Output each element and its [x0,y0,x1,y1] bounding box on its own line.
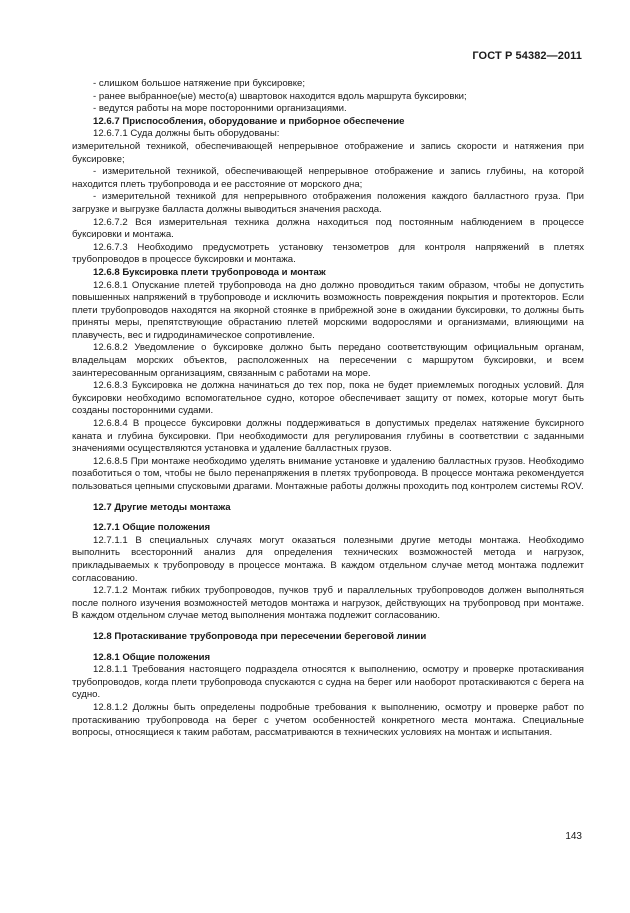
paragraph: 12.6.7.3 Необходимо предусмотреть установку тензометров для контроля напряжений в плетях трубопроводов в процессе буксировки и монтажа. [72,241,584,266]
page-number: 143 [565,831,582,842]
subsection-heading: 12.7.1 Общие положения [93,522,211,534]
paragraph: 12.6.7.2 Вся измерительная техника должна находиться под постоянным наблюдением в процессе буксировки и монтажа. [72,216,584,241]
list-item: - ведутся работы на море посторонними организациями. [93,103,347,115]
list-item: - ранее выбранное(ые) место(а) швартовок находится вдоль маршрута буксировки; [93,90,467,102]
paragraph: 12.6.8.3 Буксировка не должна начинаться до тех пор, пока не будет приемлемых погодных условий. Для буксировки необходимо вспомогательное судно, которое обеспечивает защиту от помех, которые могут быть созданы посторонними судами. [72,380,584,417]
list-item: - измерительной техникой, обеспечивающей непрерывное отображение и запись глубины, на которой находится плеть трубопровода и ее расстояние от морского дна; [72,166,584,190]
list-item: - слишком большое натяжение при буксировке; [93,78,306,89]
paragraph: измерительной техникой, обеспечивающей непрерывное отображение и запись скорости и натяжения при буксировке; [72,140,584,165]
paragraph: 12.6.8.4 В процессе буксировки должны поддерживаться в допустимых пределах натяжение буксирного каната и глубина буксировки. При необходимости для регулирования глубины в соответствии с заданными значениями осуществляются установка и удаление балластных грузов. [72,418,584,455]
paragraph: 12.7.1.2 Монтаж гибких трубопроводов, пучков труб и параллельных трубопроводов должен выполняться после полного изучения возможностей методов монтажа и нагрузок, действующих на трубопровод при монтаже. В каждом отдельном случае метод выполнения монтажа подлежит согласованию. [72,585,584,622]
document-code: ГОСТ Р 54382—2011 [472,50,582,62]
paragraph: 12.6.8.5 При монтаже необходимо уделять внимание установке и удалению балластных грузов. Необходимо позаботиться о том, чтобы не было перенапряжения в плетях трубопровода. В процессе монтажа рекомендуется пользоваться цепными спусковыми драгами. Монтажные работы должны проходить под контролем системы ROV. [72,455,584,492]
section-heading: 12.8 Протаскивание трубопровода при пересечении береговой линии [93,630,427,642]
paragraph: 12.8.1.1 Требования настоящего подраздела относятся к выполнению, осмотру и проверке протаскивания трубопроводов, когда плети трубопровода спускаются с судна на берег или наоборот протаскиваются с берега на судно. [72,664,584,701]
list-item: - измерительной техникой для непрерывного отображения положения каждого балластного груза. При загрузке и выгрузке балласта должны выводиться значения расхода. [72,191,584,215]
paragraph: 12.7.1.1 В специальных случаях могут оказаться полезными другие методы монтажа. Необходимо выполнить всесторонний анализ для определения технических возможностей метода и нагрузок, прикладываемых к трубопроводу в процессе монтажа. В каждом отдельном случае метод монтажа подлежит согласованию. [72,534,584,584]
section-heading: 12.6.7 Приспособления, оборудование и приборное обеспечение [93,115,405,127]
paragraph: 12.6.8.1 Опускание плетей трубопровода на дно должно проводиться таким образом, чтобы не допустить повышенных напряжений в трубопроводе и исключить возможность повреждения покрытия и протекторов. Если плети трубопроводов находятся на якорной стоянке в прибрежной зоне в ожидании буксировки, то должны быть приняты меры, препятствующие обрастанию плетей морскими водорослями и организмами, влияющими на плавучесть, вес и гидродинамическое сопротивление. [72,279,584,341]
paragraph: 12.6.8.2 Уведомление о буксировке должно быть передано соответствующим официальным органам, владельцам морских объектов, расположенных на пересечении с маршрутом буксировки, и всем заинтересованным организациям, связанным с работами на море. [72,342,584,379]
document-body [72,78,584,740]
paragraph: 12.6.7.1 Суда должны быть оборудованы: [93,128,280,140]
subsection-heading: 12.8.1 Общие положения [93,651,211,663]
paragraph: 12.8.1.2 Должны быть определены подробные требования к выполнению, осмотру и проверке работ по протаскиванию трубопровода на берег с учетом особенностей конкретного места монтажа. Специальные вопросы, относящиеся к таким работам, рассматриваются в технических условиях на монтаж и испытания. [72,701,584,739]
section-heading: 12.7 Другие методы монтажа [93,501,231,513]
section-heading: 12.6.8 Буксировка плети трубопровода и монтаж [93,266,326,278]
